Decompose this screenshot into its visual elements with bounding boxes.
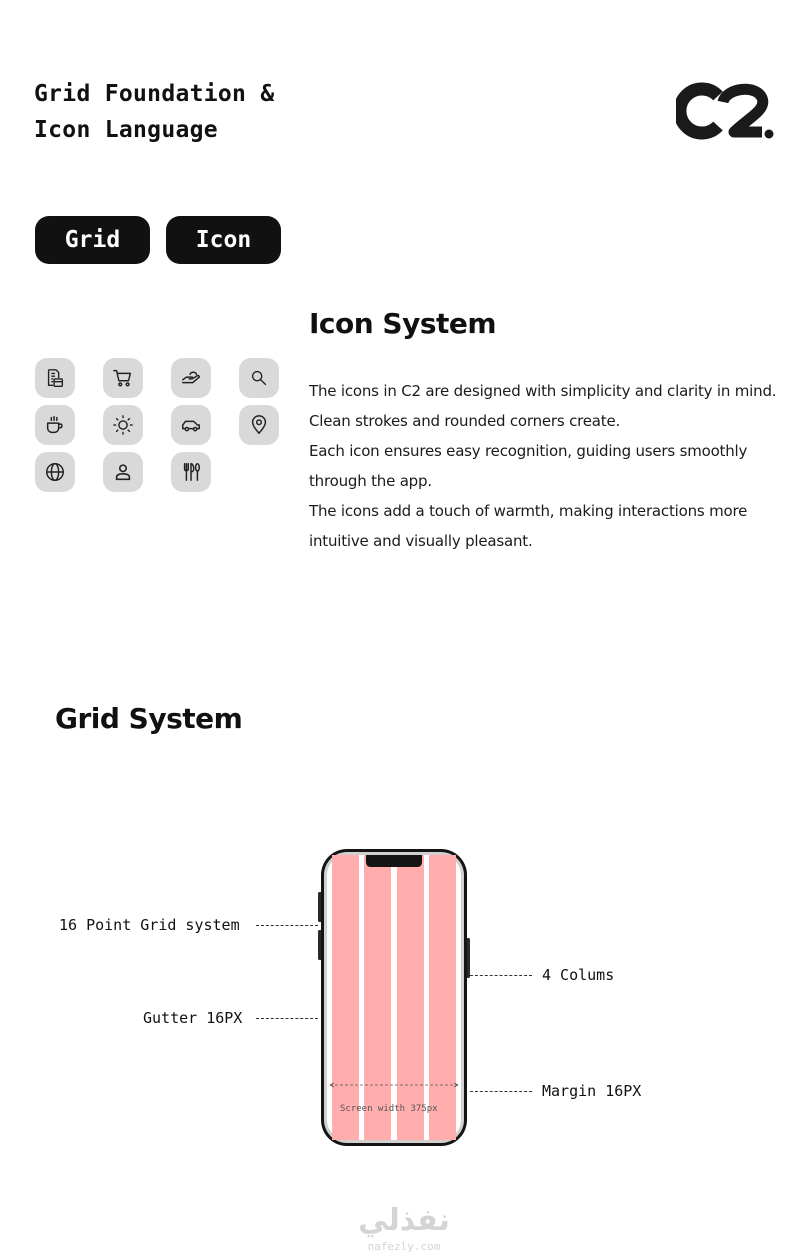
c2-logo <box>676 82 774 140</box>
coffee-cup-icon[interactable] <box>35 405 75 445</box>
grid-column <box>397 855 424 1140</box>
shopping-cart-icon[interactable] <box>103 358 143 398</box>
margin-leader-line <box>470 1091 532 1092</box>
point-grid-label: 16 Point Grid system <box>59 916 240 934</box>
gutter-leader-line <box>256 1018 318 1019</box>
margin-label: Margin 16PX <box>542 1082 642 1100</box>
tab-grid[interactable]: Grid <box>35 216 150 264</box>
columns-leader-line <box>470 975 532 976</box>
search-icon[interactable] <box>239 358 279 398</box>
grid-column <box>429 855 456 1140</box>
columns-label: 4 Colums <box>542 966 615 984</box>
grid-system-title: Grid System <box>55 702 243 735</box>
gutter-label: Gutter 16PX <box>143 1009 243 1027</box>
location-pin-icon[interactable] <box>239 405 279 445</box>
sun-icon[interactable] <box>103 405 143 445</box>
watermark-latin: nafezly.com <box>367 1240 441 1253</box>
icon-system-paragraph: The icons add a touch of warmth, making interactions more intuitive and visually pleasant. <box>309 502 748 550</box>
page-title-line-2: Icon Language <box>34 117 218 143</box>
document-card-icon[interactable] <box>35 358 75 398</box>
grid-column <box>364 855 391 1140</box>
grid-column <box>332 855 359 1140</box>
icon-system-title: Icon System <box>309 307 497 340</box>
icon-system-paragraph: Each icon ensures easy recognition, guiding users smoothly through the app. <box>309 442 748 490</box>
page-title-line-1: Grid Foundation & <box>34 81 275 107</box>
phone-grid-mockup <box>316 848 472 1148</box>
icon-system-description <box>309 376 779 556</box>
icon-system-paragraph: The icons in C2 are designed with simplicity and clarity in mind. Clean strokes and rounded corners create. <box>309 382 777 430</box>
user-icon[interactable] <box>103 452 143 492</box>
watermark-arabic: نفذلي <box>358 1203 450 1238</box>
restaurant-icon[interactable] <box>171 452 211 492</box>
hand-offer-icon[interactable] <box>171 358 211 398</box>
screen-width-label: Screen width 375px <box>340 1104 438 1114</box>
globe-icon[interactable] <box>35 452 75 492</box>
tab-icon[interactable]: Icon <box>166 216 281 264</box>
point-grid-leader-line <box>256 925 318 926</box>
car-icon[interactable] <box>171 405 211 445</box>
phone-notch <box>366 855 422 867</box>
